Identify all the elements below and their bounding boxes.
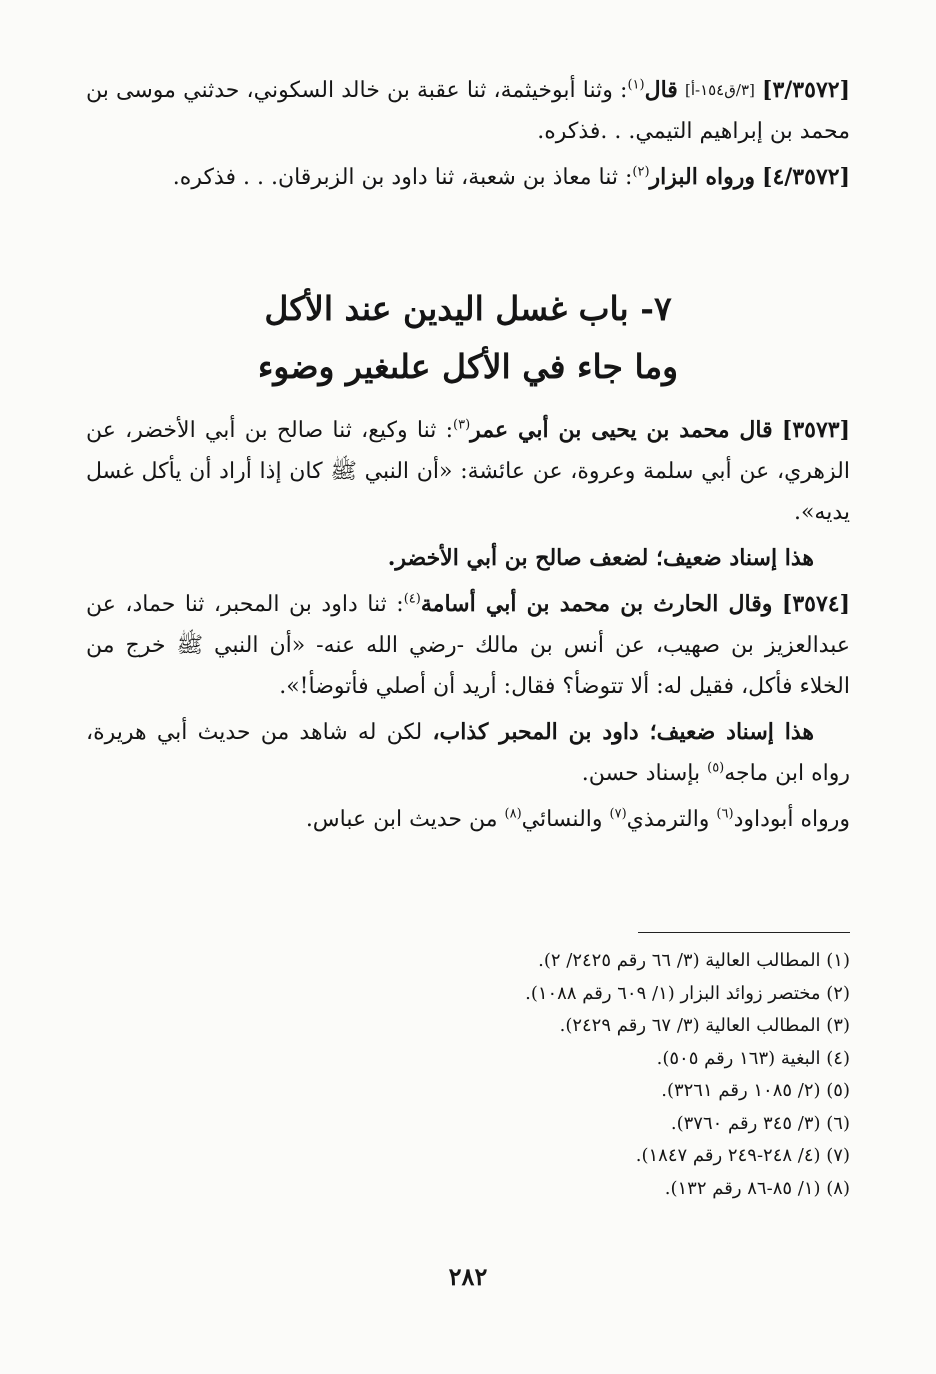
grading-note-2 [86, 712, 850, 794]
source-text: والترمذي [626, 807, 717, 832]
paragraph-3574 [86, 584, 850, 707]
footnote-4: (٤) البغية (١٦٣ رقم ٥٠٥). [656, 1047, 850, 1069]
narrator: ورواه البزار [649, 164, 756, 190]
footnote-marker: (٣) [453, 417, 471, 433]
chapter-heading [86, 280, 850, 396]
page-number: ٢٨٢ [448, 1262, 488, 1291]
footnote-2: (٢) مختصر زوائد البزار (١/ ٦٠٩ رقم ١٠٨٨). [525, 982, 850, 1004]
paragraph-text: لكن له شاهد من حديث أبي هريرة، رواه ابن ماجه [86, 720, 850, 786]
hadith-ref: [٤/٣٥٧٢] [762, 164, 850, 190]
narrator: وقال الحارث بن محمد بن أبي أسامة [420, 591, 773, 617]
source-text: والنسائي [521, 807, 610, 832]
chapter-title-line1: ٧- باب غسل اليدين عند الأكل [264, 289, 672, 328]
footnote-7: (٧) (٤/ ٢٤٨-٢٤٩ رقم ١٨٤٧). [635, 1145, 850, 1166]
narrator: قال [644, 77, 678, 103]
footnote-marker: (٨) [504, 806, 522, 822]
source-text: ورواه أبوداود [733, 807, 850, 832]
paragraph-3572-4 [86, 157, 850, 198]
paragraph-text: : ثنا معاذ بن شعبة، ثنا داود بن الزبرقان. . . فذكره. [172, 165, 633, 190]
footnote-marker: (٤) [403, 591, 421, 607]
grading-text: هذا إسناد ضعيف؛ داود بن المحبر كذاب، [432, 719, 814, 745]
footnote-8: (٨) (١/ ٨٥-٨٦ رقم ١٣٢). [664, 1177, 850, 1199]
footnote-marker: (٦) [716, 806, 734, 822]
paragraph-text: : ثنا وكيع، ثنا صالح بن أبي الأخضر، عن الزهري، عن أبي سلمة وعروة، عن عائشة: «أن النبي ﷺ كان إذا أراد أن يأكل غسل يديه». [86, 418, 850, 525]
footnote-6: (٦) (٣/ ٣٤٥ رقم ٣٧٦٠). [670, 1112, 850, 1134]
footnote-3: (٣) المطالب العالية (٣/ ٦٧ رقم ٢٤٢٩). [559, 1015, 850, 1036]
source-text: من حديث ابن عباس. [305, 807, 505, 832]
paragraph-3573 [86, 410, 850, 533]
hadith-ref: [٣٥٧٣] [781, 417, 850, 443]
paragraph-text: : ثنا داود بن المحبر، ثنا حماد، عن عبدالعزيز بن صهيب، عن أنس بن مالك -رضي الله عنه- «أن النبي ﷺ خرج من الخلاء فأكل، فقيل له: ألا تتوضأ؟ فقال: أريد أن أصلي فأتوضأ!». [86, 592, 850, 699]
footnotes [86, 945, 850, 1205]
hadith-ref: [٣٥٧٤] [781, 591, 851, 617]
footnote-marker: (٥) [707, 760, 725, 776]
footnote-divider [638, 932, 850, 933]
chapter-title-line2: وما جاء في الأكل علىغير وضوء [257, 347, 679, 386]
narrator: قال محمد بن يحيى بن أبي عمر [470, 417, 773, 443]
narration-sources [86, 799, 850, 840]
footnote-5: (٥) (٢/ ١٠٨٥ رقم ٣٢٦١). [661, 1080, 850, 1101]
manuscript-code: [٣/ق١٥٤-أ] [684, 81, 755, 99]
footnote-marker: (٧) [609, 806, 627, 822]
paragraph-text: بإسناد حسن. [581, 761, 708, 786]
paragraph-text: : وثنا أبوخيثمة، ثنا عقبة بن خالد السكوني، حدثني موسى بن محمد بن إبراهيم التيمي. . .فذكره. [86, 78, 850, 144]
hadith-ref: [٣/٣٥٧٢] [762, 77, 850, 103]
paragraph-3572-3 [86, 70, 850, 152]
footnote-1: (١) المطالب العالية (٣/ ٦٦ رقم ٢٤٢٥/ ٢). [538, 950, 850, 971]
footnote-marker: (١) [627, 77, 645, 93]
footnote-marker: (٢) [632, 164, 650, 180]
grading-note: هذا إسناد ضعيف؛ لضعف صالح بن أبي الأخضر. [387, 545, 814, 571]
